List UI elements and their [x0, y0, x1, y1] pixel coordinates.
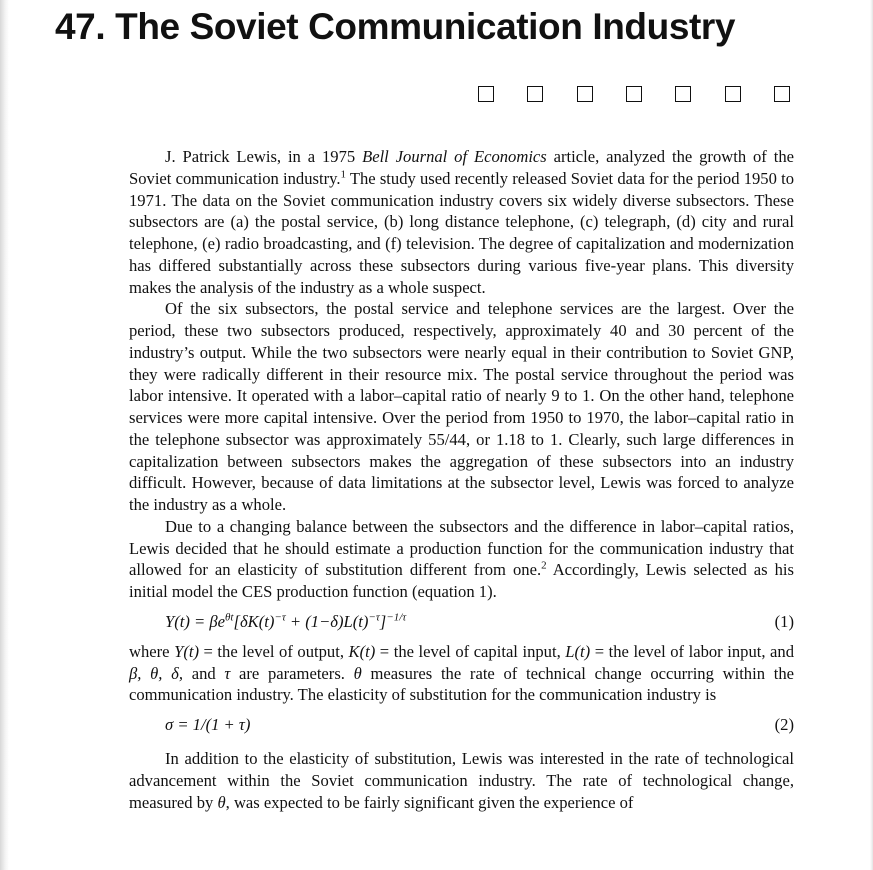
text-span: = the level of labor input, and	[590, 641, 795, 661]
eq1-exponent: θt	[225, 611, 234, 624]
text-span: Due to a changing balance between the subsectors and the difference in labor–capital ratios, Lewis decided that he should estimate a production function for the communication industry that allowed for an elasticity of substitution different from one.	[129, 516, 794, 580]
paragraph-model-choice	[129, 516, 794, 603]
marker-box	[675, 86, 691, 102]
math-var: θ	[353, 663, 362, 683]
math-var: τ	[224, 663, 231, 683]
text-span: = the level of capital input,	[375, 641, 566, 661]
footnote-ref-2: 2	[541, 559, 547, 572]
section-marker-boxes	[478, 86, 790, 106]
math-var: β, θ, δ,	[129, 663, 183, 683]
marker-box	[577, 86, 593, 102]
marker-box	[527, 86, 543, 102]
eq1-term: + (1−δ)L(t)	[285, 611, 369, 631]
case-body	[129, 146, 794, 813]
text-span: measures the rate of technical change occurring within the communication industry. The elasticity of substitution for the communication industry is	[129, 663, 794, 705]
eq1-term: [δK(t)	[233, 611, 275, 631]
chapter-title: 47. The Soviet Communication Industry	[55, 6, 736, 47]
math-var: K(t)	[348, 641, 376, 661]
marker-box	[725, 86, 741, 102]
text-span: The study used recently released Soviet data for the period 1950 to 1971. The data on the Soviet communication industry covers six widely diverse subsectors. These subsectors are (a) the postal service, (b) long distance telephone, (c) telegraph, (d) city and rural telephone, (e) radio broadcasting, and (f) television. The degree of capitalization and modernization has differed substantially across these subsectors during various five-year plans. This diversity makes the analysis of the industry as a whole suspect.	[129, 168, 794, 297]
marker-box	[626, 86, 642, 102]
text-span: = the level of output,	[198, 641, 349, 661]
eq1-term: ]	[379, 611, 387, 631]
text-span: where	[129, 641, 175, 661]
page-binding-shadow	[0, 0, 9, 870]
equation-2	[165, 706, 794, 744]
paragraph-intro	[129, 146, 794, 298]
eq1-lhs: Y(t) = βe	[165, 611, 226, 631]
text-span: J. Patrick Lewis, in a 1975	[165, 147, 363, 166]
eq1-exponent: −1/τ	[386, 611, 407, 624]
text-span: Accordingly, Lewis selected as his initial model the CES production function (equation 1).	[129, 560, 794, 601]
eq2-expression: σ = 1/(1 + τ)	[165, 715, 251, 734]
journal-title: Bell Journal of Economics	[362, 147, 547, 166]
marker-box	[774, 86, 790, 102]
equation-number-2: (2)	[774, 715, 794, 734]
paragraph-technical-change	[129, 748, 794, 813]
text-span: In addition to the elasticity of substitution, Lewis was interested in the rate of technological advancement within the Soviet communication industry. The rate of technological change, measured by	[129, 749, 794, 812]
text-span: and	[183, 663, 225, 683]
text-span: , was expected to be fairly significant given the experience of	[225, 792, 634, 812]
eq1-exponent: −τ	[274, 611, 286, 624]
math-var: L(t)	[565, 641, 591, 661]
eq1-exponent: −τ	[368, 611, 380, 624]
equation-number-1: (1)	[774, 611, 794, 631]
math-var: Y(t)	[174, 641, 199, 661]
equation-1	[165, 603, 794, 641]
text-span: article, analyzed the growth of the Soviet communication industry.	[129, 147, 794, 188]
marker-box	[478, 86, 494, 102]
text-span: are parameters.	[230, 663, 354, 683]
footnote-ref-1: 1	[340, 168, 346, 181]
paragraph-definitions	[129, 641, 794, 706]
paragraph-subsectors: Of the six subsectors, the postal service and telephone services are the largest. Over the period, these two subsectors produced, respectively, approximately 40 and 30 percent of the industry’s output. While the two subsectors were nearly equal in their contribution to Soviet GNP, they were radically different in their resource mix. The postal service throughout the period was labor intensive. It operated with a labor–capital ratio of nearly 9 to 1. On the other hand, telephone services were more capital intensive. Over the period from 1950 to 1970, the labor–capital ratio in the telephone subsector was approximately 55/44, or 1.18 to 1. Clearly, such large differences in capitalization between subsectors makes the aggregation of these subsectors into an industry difficult. However, because of data limitations at the subsector level, Lewis was forced to analyze the industry as a whole.	[129, 299, 794, 514]
math-var: θ	[217, 792, 226, 812]
